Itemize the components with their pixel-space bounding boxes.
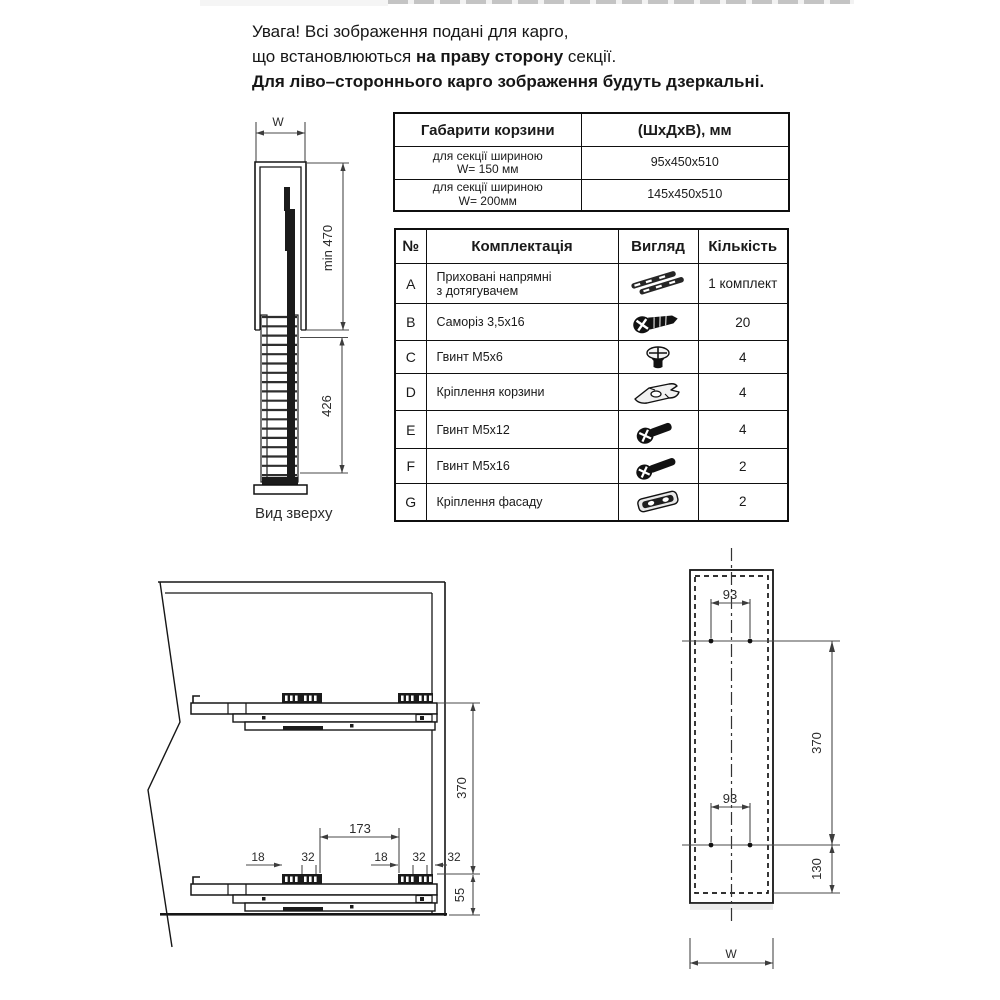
- part-view-cell: [618, 304, 698, 341]
- notice-block: [252, 19, 764, 94]
- mounting-hole: [748, 639, 753, 644]
- side-view-drawing: [140, 575, 488, 957]
- part-letter: C: [395, 341, 426, 374]
- dim-label-426: 426: [319, 395, 334, 417]
- part-view-cell: [618, 411, 698, 449]
- cabinet-section-outline: [255, 162, 306, 330]
- part-name: Кріплення фасаду: [426, 484, 618, 521]
- dim-label-18-left: 18: [251, 850, 265, 864]
- part-letter: D: [395, 374, 426, 411]
- page-edge-remnant: [388, 0, 854, 4]
- table-row: [395, 264, 788, 304]
- dim-label-93-top: 93: [722, 587, 738, 602]
- part-name: Гвинт М5х16: [426, 449, 618, 484]
- part-view-cell: [618, 484, 698, 521]
- dim-label-93-bottom: 93: [722, 791, 738, 806]
- top-rail: [191, 693, 437, 730]
- facade-plate: [254, 485, 307, 494]
- parts-table: [394, 228, 789, 522]
- dim-label-370: 370: [454, 777, 469, 799]
- table-row: [395, 449, 788, 484]
- table-row: [394, 147, 789, 180]
- dim-label-32-mid: 32: [412, 850, 426, 864]
- caption-top-view: Вид зверху: [255, 505, 333, 522]
- table-row: [394, 180, 789, 211]
- short-screw-icon: [625, 342, 691, 372]
- top-view-drawing: [245, 108, 357, 526]
- basket-clamp-icon: [625, 375, 691, 409]
- part-name: Приховані напрямні з дотягувачем: [426, 264, 618, 304]
- part-letter: F: [395, 449, 426, 484]
- page-edge-remnant-left: [200, 0, 388, 6]
- dims-row-label: для секції шириною W= 200мм: [394, 180, 581, 211]
- dim-label-32-left: 32: [301, 850, 315, 864]
- table-header-row: [395, 229, 788, 264]
- dim-label-173: 173: [349, 821, 371, 836]
- part-view-cell: [618, 449, 698, 484]
- table-row: [395, 411, 788, 449]
- dim-label-55: 55: [452, 887, 467, 903]
- part-qty: 20: [698, 304, 788, 341]
- parts-header-qty: Кількість: [698, 229, 788, 264]
- countersunk-screw-icon: [625, 306, 691, 338]
- notice-line1: Увага! Всі зображення подані для карго,: [252, 22, 569, 41]
- table-row: [395, 304, 788, 341]
- table-row: [395, 484, 788, 521]
- part-letter: A: [395, 264, 426, 304]
- bottom-rail: [191, 874, 437, 911]
- dim-label-32-right: 32: [447, 850, 461, 864]
- slide-rails-icon: [625, 268, 691, 300]
- bolt-long-icon: [625, 449, 691, 483]
- notice-line2: що встановлюються на праву сторону секції.: [252, 47, 617, 66]
- part-qty: 4: [698, 374, 788, 411]
- dims-row-value: 95x450x510: [581, 147, 789, 180]
- dim-label-18-right: 18: [374, 850, 388, 864]
- table-row: [395, 341, 788, 374]
- part-qty: 1 комплект: [698, 264, 788, 304]
- part-view-cell: [618, 374, 698, 411]
- table-row: [395, 374, 788, 411]
- parts-header-num: №: [395, 229, 426, 264]
- dims-row-label: для секції шириною W= 150 мм: [394, 147, 581, 180]
- table-header-row: [394, 113, 789, 147]
- dims-header-value: (ШхДхВ), мм: [581, 113, 789, 147]
- facade-bracket-icon: [625, 485, 691, 519]
- dims-row-value: 145x450x510: [581, 180, 789, 211]
- dim-label-130: 130: [809, 858, 824, 880]
- facade-drawing: [655, 545, 855, 977]
- part-qty: 4: [698, 411, 788, 449]
- dimensions-table: [393, 112, 790, 212]
- notice-line3: Для ліво–стороннього карго зображення будуть дзеркальні.: [252, 72, 765, 91]
- dim-label-w: W: [725, 947, 737, 961]
- bolt-icon: [625, 413, 691, 447]
- part-qty: 4: [698, 341, 788, 374]
- dim-label-min470: min 470: [320, 224, 335, 272]
- part-name: Саморіз 3,5х16: [426, 304, 618, 341]
- part-name: Гвинт М5х6: [426, 341, 618, 374]
- parts-header-name: Комплектація: [426, 229, 618, 264]
- dim-label-w: W: [272, 115, 284, 129]
- dim-label-370: 370: [809, 732, 824, 754]
- part-view-cell: [618, 341, 698, 374]
- part-qty: 2: [698, 449, 788, 484]
- mounting-hole: [748, 843, 753, 848]
- part-letter: B: [395, 304, 426, 341]
- parts-header-view: Вигляд: [618, 229, 698, 264]
- mounting-hole: [709, 639, 714, 644]
- part-view-cell: [618, 264, 698, 304]
- part-letter: G: [395, 484, 426, 521]
- mounting-hole: [709, 843, 714, 848]
- part-name: Гвинт М5х12: [426, 411, 618, 449]
- part-qty: 2: [698, 484, 788, 521]
- dims-header-size: Габарити корзини: [394, 113, 581, 147]
- part-name: Кріплення корзини: [426, 374, 618, 411]
- part-letter: E: [395, 411, 426, 449]
